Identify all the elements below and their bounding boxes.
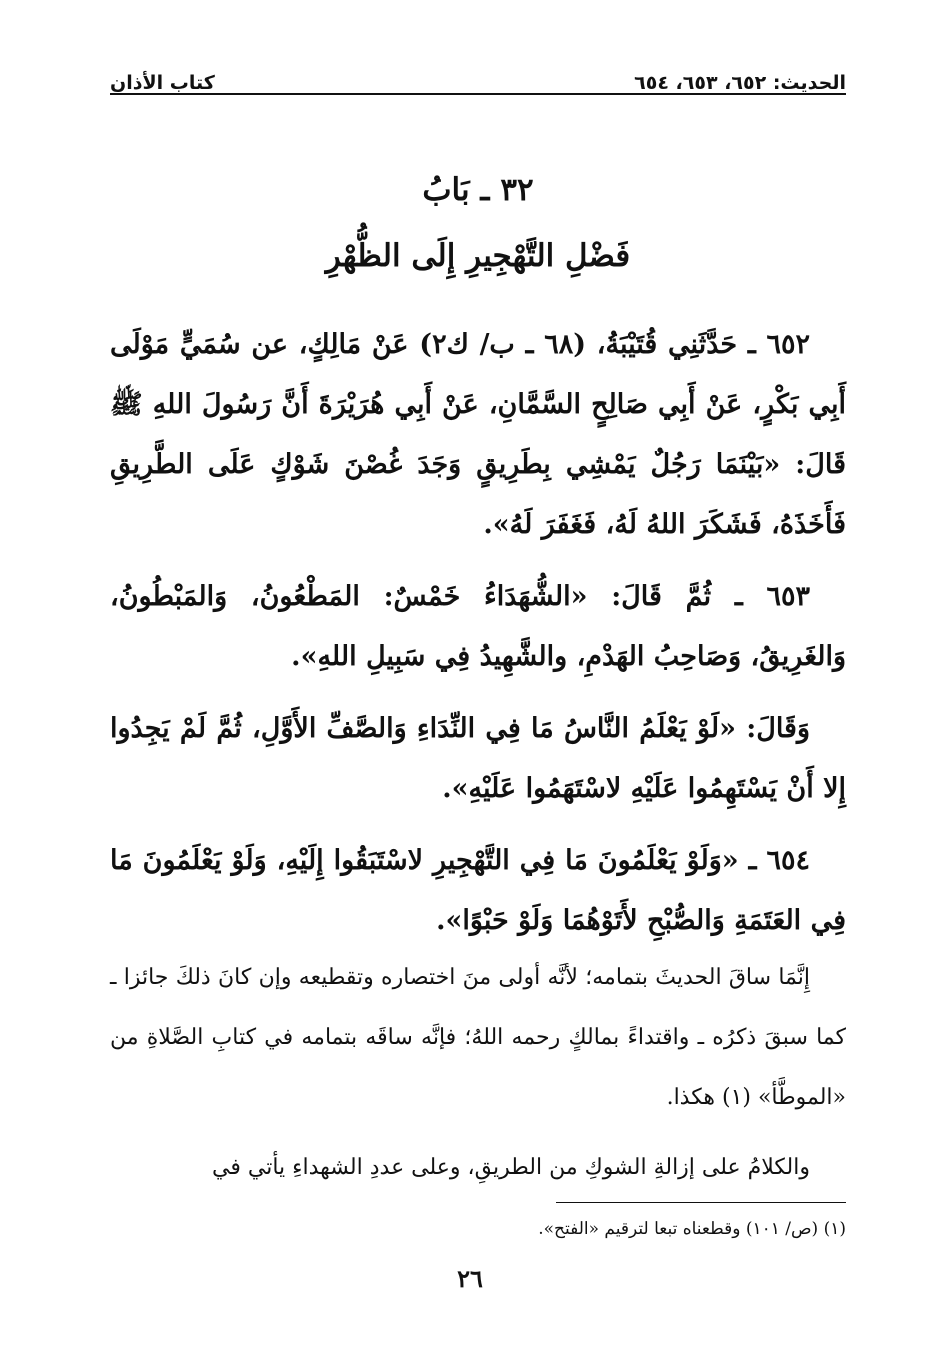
hadith-paragraph: ٦٥٣ ـ ثُمَّ قَالَ: «الشُّهَدَاءُ خَمْسٌ: المَطْعُونُ، وَالمَبْطُونُ، وَالغَرِيقُ، وَصَاحِبُ الهَدْمِ، والشَّهِيدُ فِي سَبِيلِ اللهِ». bbox=[110, 581, 846, 672]
commentary-text bbox=[110, 948, 846, 1208]
chapter-title: فَضْلِ التَّهْجِيرِ إِلَى الظُّهْرِ bbox=[325, 238, 631, 274]
commentary-paragraph: والكلامُ على إزالةِ الشوكِ من الطريقِ، وعلى عددِ الشهداءِ يأتي في bbox=[212, 1155, 810, 1180]
page-number: ٢٦ bbox=[457, 1264, 483, 1293]
header-rule bbox=[110, 93, 846, 95]
running-header bbox=[110, 58, 846, 94]
hadith-paragraph: وَقَالَ: «لَوْ يَعْلَمُ النَّاسُ مَا فِي النِّدَاءِ وَالصَّفِّ الأَوَّلِ، ثُمَّ لَمْ يَجِدُوا إِلا أَنْ يَسْتَهِمُوا عَلَيْهِ لاسْتَهَمُوا عَلَيْهِ». bbox=[110, 713, 846, 804]
commentary-paragraph: إِنَّمَا ساقَ الحديثَ بتمامه؛ لأنَّه أولى منَ اختصاره وتقطيعه وإن كانَ ذلكَ جائزا ـ كما سبقَ ذكرُه ـ واقتداءً بمالكٍ رحمه اللهُ؛ فإنَّه ساقَه بتمامه في كتابِ الصَّلاةِ من «الموطَّأ» (١) هكذا. bbox=[110, 965, 846, 1110]
hadith-paragraph: ٦٥٢ ـ حَدَّثَنِي قُتَيْبَةُ، (٦٨ ـ ب/ ك٢) عَنْ مَالِكٍ، عن سُمَيٍّ مَوْلَى أَبِي بَكْرٍ، عَنْ أَبِي صَالِحٍ السَّمَّانِ، عَنْ أَبِي هُرَيْرَةَ أَنَّ رَسُولَ اللهِ ﷺ قَالَ: «بَيْنَمَا رَجُلٌ يَمْشِي بِطَرِيقٍ وَجَدَ غُصْنَ شَوْكٍ عَلَى الطَّرِيقِ فَأَخَذَهُ، فَشَكَرَ اللهُ لَهُ، فَغَفَرَ لَهُ». bbox=[110, 329, 846, 540]
chapter-number: ٣٢ ـ بَابُ bbox=[422, 172, 534, 208]
hadith-paragraph: ٦٥٤ ـ «وَلَوْ يَعْلَمُونَ مَا فِي التَّهْجِيرِ لاسْتَبَقُوا إِلَيْهِ، وَلَوْ يَعْلَمُونَ مَا فِي العَتَمَةِ وَالصُّبْحِ لأَتَوْهُمَا وَلَوْ حَبْوًا». bbox=[110, 845, 846, 936]
footnote-rule bbox=[556, 1202, 846, 1203]
hadith-text bbox=[110, 315, 846, 963]
header-hadith-numbers: الحديث: ٦٥٢، ٦٥٣، ٦٥٤ bbox=[634, 72, 846, 94]
footnote: (١) (ص/ ١٠١) وقطعناه تبعا لترقيم «الفتح». bbox=[538, 1219, 846, 1239]
header-book-title: كتاب الأذان bbox=[110, 72, 215, 94]
